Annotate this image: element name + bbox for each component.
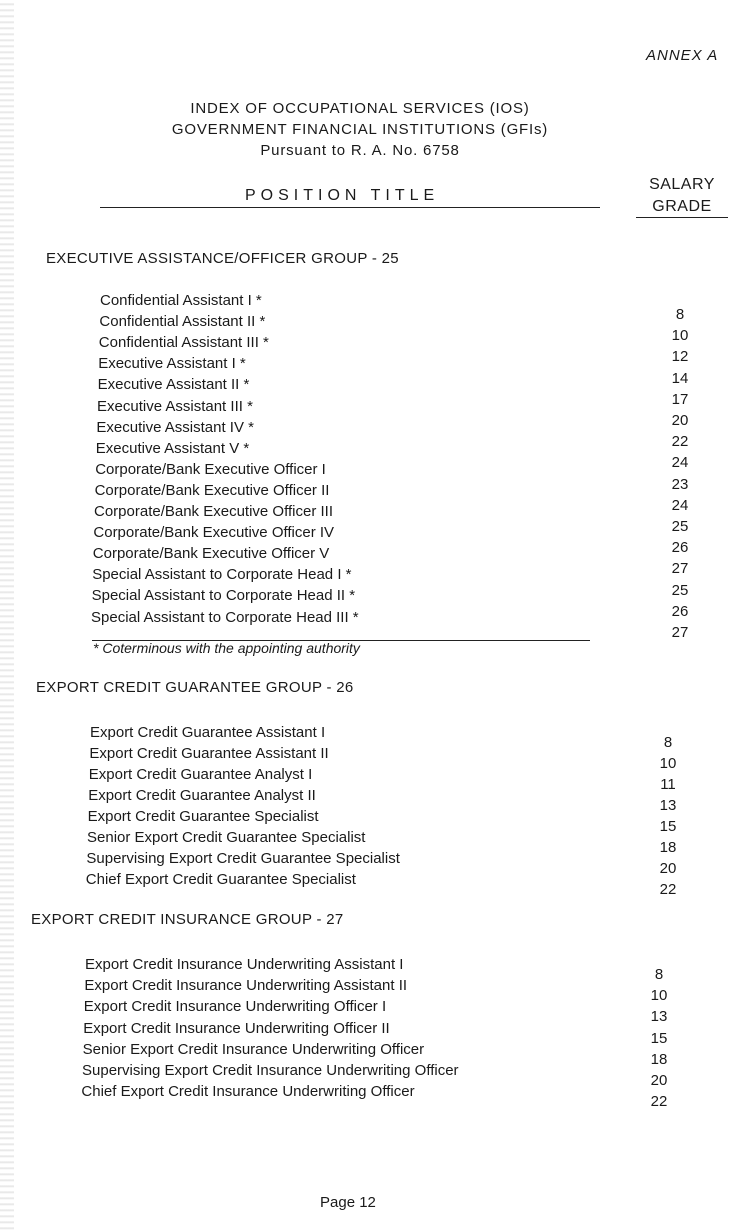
salary-grade: 20	[650, 1072, 668, 1089]
position-title: Chief Export Credit Insurance Underwriting Officer	[81, 1083, 415, 1101]
salary-grade: 10	[671, 327, 689, 345]
column-header-rule	[100, 207, 600, 208]
position-title: Confidential Assistant III *	[98, 334, 269, 352]
salary-grade: 8	[654, 966, 664, 983]
column-header-salary: SALARY	[649, 176, 715, 193]
salary-grade: 27	[671, 560, 689, 578]
position-title: Corporate/Bank Executive Officer II	[94, 481, 330, 499]
footnote: * Coterminous with the appointing authority	[93, 640, 360, 656]
position-title: Executive Assistant III *	[97, 397, 253, 415]
group-title: EXPORT CREDIT INSURANCE GROUP - 27	[31, 911, 344, 928]
salary-grade: 12	[671, 348, 689, 366]
salary-grade: 14	[671, 369, 689, 387]
header-line-3: Pursuant to R. A. No. 6758	[260, 142, 460, 159]
salary-grade: 18	[659, 839, 677, 856]
salary-grade: 18	[650, 1050, 668, 1068]
position-title: Senior Export Credit Guarantee Specialist	[87, 829, 366, 846]
salary-grade: 26	[671, 602, 689, 620]
salary-grade: 13	[650, 1008, 668, 1026]
salary-grade: 22	[671, 433, 689, 451]
position-title: Executive Assistant I *	[98, 355, 246, 373]
salary-grade: 23	[671, 475, 689, 493]
position-title: Export Credit Guarantee Assistant I	[90, 724, 326, 741]
salary-grade: 10	[659, 755, 677, 772]
salary-grade: 8	[663, 734, 673, 751]
position-title: Export Credit Guarantee Analyst I	[88, 766, 313, 783]
header-line-1: INDEX OF OCCUPATIONAL SERVICES (IOS)	[190, 100, 530, 117]
salary-grade: 10	[650, 987, 668, 1005]
group-title: EXECUTIVE ASSISTANCE/OFFICER GROUP - 25	[46, 250, 399, 267]
salary-grade: 8	[675, 306, 685, 323]
header-line-2: GOVERNMENT FINANCIAL INSTITUTIONS (GFIs)	[171, 121, 549, 138]
salary-grade: 27	[671, 624, 689, 641]
column-header-grade: GRADE	[652, 198, 712, 215]
position-title: Export Credit Insurance Underwriting Assistant II	[84, 977, 408, 995]
salary-grade: 25	[671, 581, 689, 599]
position-title: Supervising Export Credit Insurance Underwriting Officer	[82, 1062, 459, 1079]
position-title: Export Credit Insurance Underwriting Officer I	[83, 998, 387, 1016]
position-title: Export Credit Guarantee Specialist	[87, 808, 319, 825]
position-title: Executive Assistant IV *	[96, 418, 254, 436]
group-title: EXPORT CREDIT GUARANTEE GROUP - 26	[36, 679, 354, 696]
salary-grade: 20	[671, 412, 689, 429]
position-title: Confidential Assistant I *	[100, 292, 262, 309]
scan-edge-artifact	[0, 0, 14, 1232]
position-title: Executive Assistant V *	[95, 439, 250, 457]
position-title: Export Credit Insurance Underwriting Assistant I	[85, 956, 404, 973]
position-title: Special Assistant to Corporate Head I *	[92, 566, 352, 584]
salary-grade: 15	[659, 818, 677, 835]
salary-grade: 22	[650, 1093, 668, 1111]
position-title: Chief Export Credit Guarantee Specialist	[85, 871, 356, 888]
position-title: Export Credit Guarantee Assistant II	[89, 745, 329, 762]
annex-label: ANNEX A	[646, 47, 719, 64]
salary-grade: 24	[671, 454, 689, 472]
position-title: Confidential Assistant II *	[99, 313, 266, 331]
position-title: Senior Export Credit Insurance Underwriting Officer	[82, 1040, 425, 1058]
page-number: Page 12	[320, 1194, 376, 1211]
salary-grade: 26	[671, 539, 689, 557]
salary-grade: 22	[659, 881, 677, 898]
position-title: Executive Assistant II *	[97, 376, 250, 394]
position-title: Corporate/Bank Executive Officer IV	[93, 524, 335, 542]
position-title: Export Credit Guarantee Analyst II	[88, 787, 316, 804]
salary-grade: 13	[659, 797, 677, 814]
position-title: Corporate/Bank Executive Officer III	[94, 503, 333, 520]
salary-grade: 11	[660, 776, 676, 793]
salary-grade: 20	[659, 860, 677, 877]
grade-header-rule	[636, 217, 728, 218]
salary-grade: 15	[650, 1029, 668, 1047]
position-title: Special Assistant to Corporate Head II *	[91, 587, 356, 605]
salary-grade: 25	[671, 518, 689, 535]
position-title: Export Credit Insurance Underwriting Officer II	[83, 1019, 390, 1037]
position-title: Special Assistant to Corporate Head III *	[91, 608, 359, 626]
column-header-position-title: POSITION TITLE	[245, 187, 440, 204]
position-title: Corporate/Bank Executive Officer V	[92, 545, 330, 563]
position-title: Corporate/Bank Executive Officer I	[95, 460, 326, 478]
salary-grade: 17	[671, 390, 689, 408]
salary-grade: 24	[671, 496, 689, 514]
position-title: Supervising Export Credit Guarantee Specialist	[86, 850, 400, 867]
